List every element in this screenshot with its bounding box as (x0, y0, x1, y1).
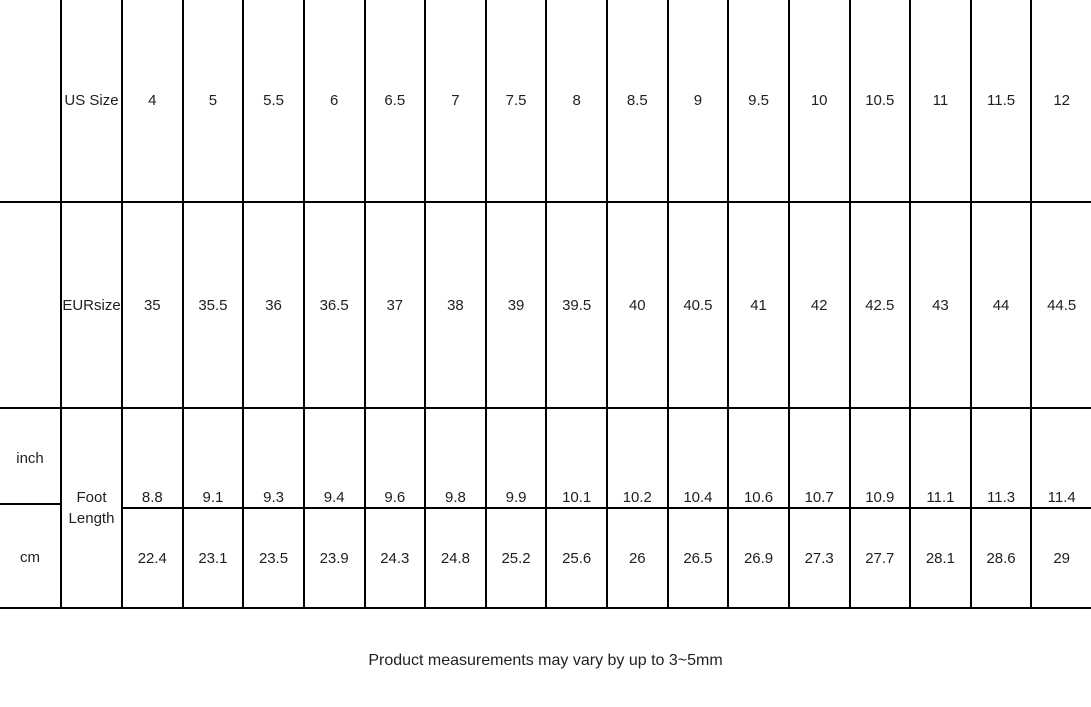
cm-value-cell: 25.2 (485, 507, 546, 609)
us-size-cell: 5.5 (242, 0, 303, 201)
inch-value-cell: 10.6 (727, 407, 788, 507)
us-size-cell: 8.5 (606, 0, 667, 201)
inch-value-cell: 9.3 (242, 407, 303, 507)
us-size-cell: 10 (788, 0, 849, 201)
us-size-cell: 11 (909, 0, 970, 201)
empty-corner-cell (0, 201, 60, 407)
eur-size-cell: 38 (424, 201, 485, 407)
cm-value-cell: 23.1 (182, 507, 243, 609)
eur-size-cell: 43 (909, 201, 970, 407)
eur-size-cell: 37 (364, 201, 425, 407)
eur-size-cell: 42 (788, 201, 849, 407)
row-header-us-size: US Size (60, 0, 121, 201)
eur-size-cell: 36.5 (303, 201, 364, 407)
inch-value-cell: 10.4 (667, 407, 728, 507)
eur-size-cell: 41 (727, 201, 788, 407)
eur-size-cell: 44.5 (1030, 201, 1091, 407)
us-size-cell: 9.5 (727, 0, 788, 201)
inch-value-cell: 10.2 (606, 407, 667, 507)
inch-value-cell: 11.1 (909, 407, 970, 507)
cm-value-cell: 26.9 (727, 507, 788, 609)
row-header-inch: inch (0, 407, 60, 507)
inch-value-cell: 9.9 (485, 407, 546, 507)
eur-size-cell: 36 (242, 201, 303, 407)
eur-size-cell: 39.5 (545, 201, 606, 407)
us-size-cell: 12 (1030, 0, 1091, 201)
cm-value-cell: 26.5 (667, 507, 728, 609)
cm-value-cell: 26 (606, 507, 667, 609)
row-header-eur-size: EURsize (60, 201, 121, 407)
eur-size-cell: 40 (606, 201, 667, 407)
cm-value-cell: 24.3 (364, 507, 425, 609)
inch-value-cell: 9.6 (364, 407, 425, 507)
cm-value-cell: 22.4 (121, 507, 182, 609)
inch-value-cell: 10.9 (849, 407, 910, 507)
inch-value-cell: 11.3 (970, 407, 1031, 507)
us-size-cell: 6.5 (364, 0, 425, 201)
inch-cm-divider-line (0, 503, 60, 505)
inch-value-cell: 10.1 (545, 407, 606, 507)
cm-value-cell: 28.1 (909, 507, 970, 609)
inch-value-cell: 9.8 (424, 407, 485, 507)
inch-value-cell: 9.4 (303, 407, 364, 507)
us-size-cell: 7.5 (485, 0, 546, 201)
row-header-foot-length: Foot Length (60, 407, 121, 609)
cm-value-cell: 29 (1030, 507, 1091, 609)
cm-value-cell: 27.3 (788, 507, 849, 609)
eur-size-cell: 40.5 (667, 201, 728, 407)
row-header-cm: cm (0, 507, 60, 609)
us-size-cell: 11.5 (970, 0, 1031, 201)
eur-size-cell: 35 (121, 201, 182, 407)
us-size-cell: 6 (303, 0, 364, 201)
empty-corner-cell (0, 0, 60, 201)
measurement-tolerance-note: Product measurements may vary by up to 3~5mm (368, 652, 723, 669)
us-size-cell: 10.5 (849, 0, 910, 201)
us-size-cell: 8 (545, 0, 606, 201)
inch-value-cell: 8.8 (121, 407, 182, 507)
us-size-cell: 4 (121, 0, 182, 201)
eur-size-cell: 42.5 (849, 201, 910, 407)
us-size-cell: 9 (667, 0, 728, 201)
inch-value-cell: 11.4 (1030, 407, 1091, 507)
inch-value-cell: 10.7 (788, 407, 849, 507)
cm-value-cell: 25.6 (545, 507, 606, 609)
cm-value-cell: 27.7 (849, 507, 910, 609)
cm-value-cell: 23.9 (303, 507, 364, 609)
cm-value-cell: 23.5 (242, 507, 303, 609)
inch-value-cell: 9.1 (182, 407, 243, 507)
eur-size-cell: 39 (485, 201, 546, 407)
us-size-cell: 7 (424, 0, 485, 201)
us-size-cell: 5 (182, 0, 243, 201)
cm-value-cell: 28.6 (970, 507, 1031, 609)
eur-size-cell: 44 (970, 201, 1031, 407)
cm-value-cell: 24.8 (424, 507, 485, 609)
eur-size-cell: 35.5 (182, 201, 243, 407)
